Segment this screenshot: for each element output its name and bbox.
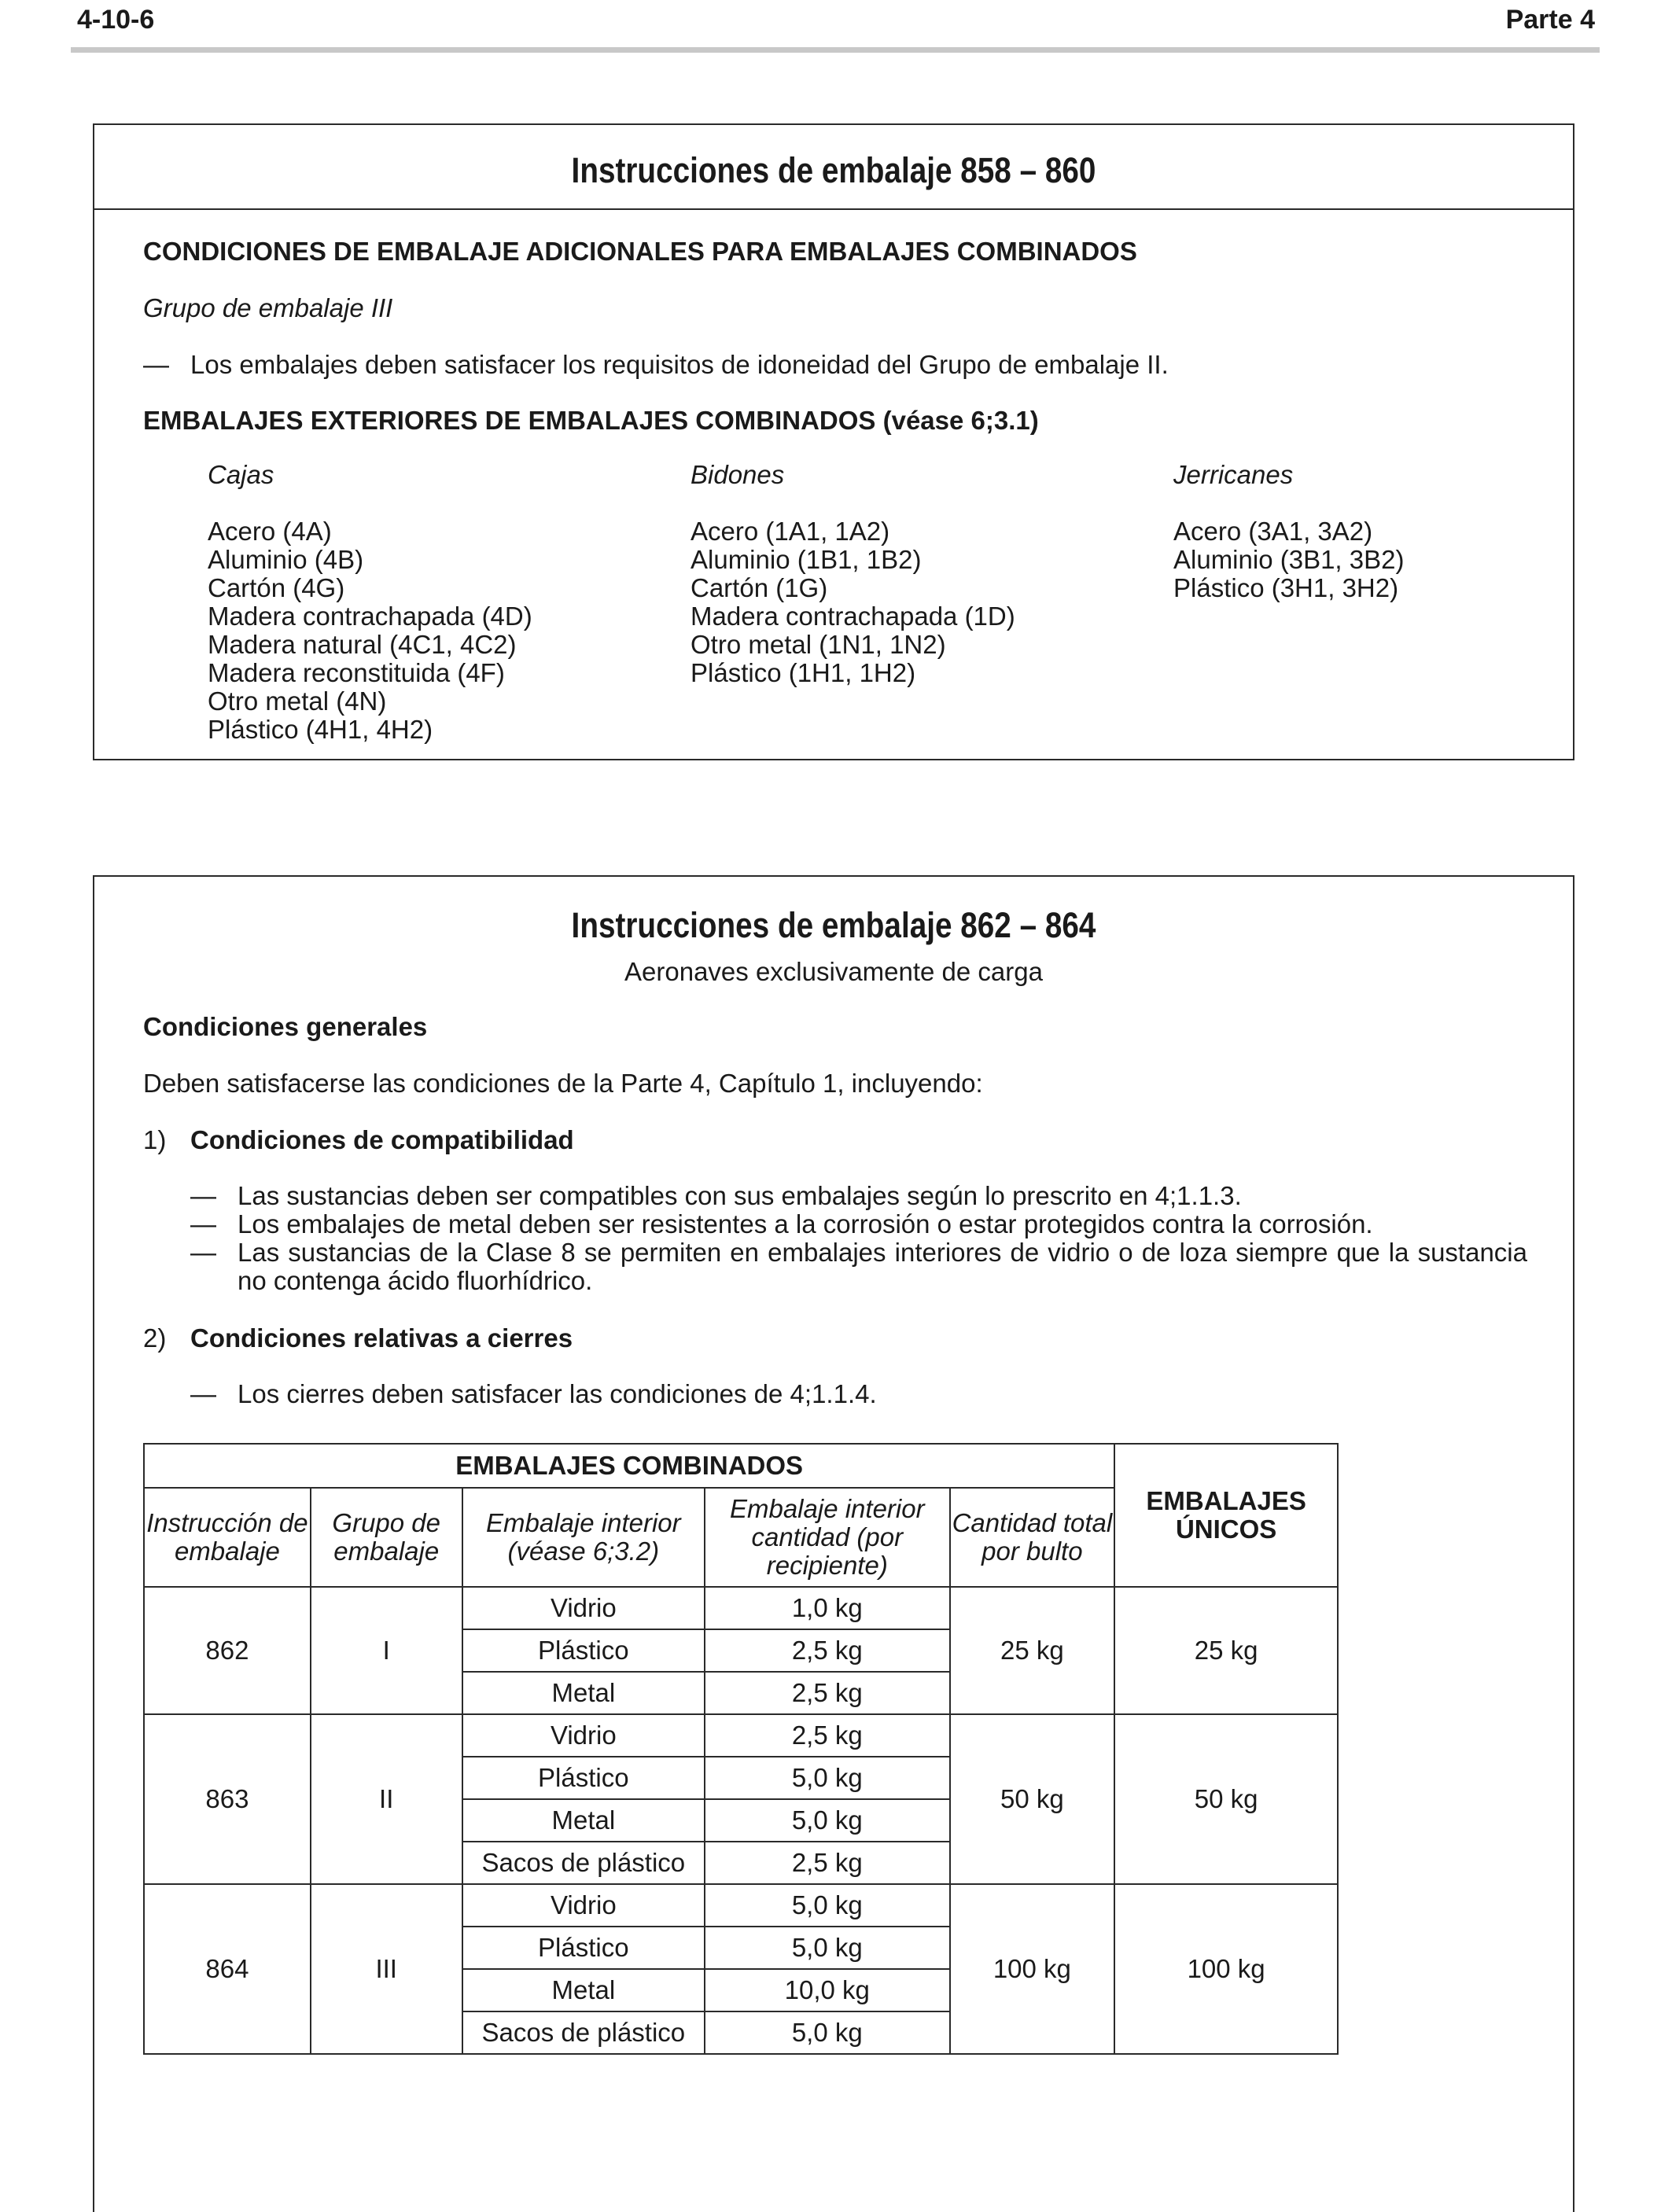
column-jerricanes — [1173, 461, 1404, 602]
packing-group-cell: II — [311, 1714, 462, 1884]
list-item: Plástico (1H1, 1H2) — [691, 658, 916, 687]
box1-packing-group: Grupo de embalaje III — [143, 293, 393, 322]
page-header — [71, 0, 1600, 52]
total-cell: 100 kg — [950, 1884, 1115, 2054]
general-conditions-text: Deben satisfacerse las condiciones de la Parte 4, Capítulo 1, incluyendo: — [143, 1069, 983, 1098]
table-row — [144, 1884, 1338, 1927]
inner-packaging-cell: Plástico — [462, 1927, 705, 1969]
single-packagings-header: EMBALAJES ÚNICOS — [1114, 1444, 1338, 1587]
single-cell: 100 kg — [1114, 1884, 1338, 2054]
dash-mark: — — [190, 1209, 216, 1238]
bullet-text: Las sustancias de la Clase 8 se permiten en embalajes interiores de vidrio o de loza siempre que la sustancia no contenga ácido fluorhídrico. — [238, 1238, 1527, 1295]
dash-mark: — — [190, 1379, 216, 1408]
dash-mark: — — [190, 1238, 216, 1267]
list-item: Aluminio (3B1, 3B2) — [1173, 545, 1405, 574]
box1-heading-outer: EMBALAJES EXTERIORES DE EMBALAJES COMBINADOS (véase 6;3.1) — [143, 406, 1039, 435]
combined-packagings-header: EMBALAJES COMBINADOS — [144, 1444, 1114, 1488]
inner-packaging-cell: Plástico — [462, 1629, 705, 1672]
list-item: Acero (3A1, 3A2) — [1173, 517, 1373, 546]
list-item: Madera contrachapada (1D) — [691, 602, 1015, 631]
column-cajas-head: Cajas — [208, 460, 274, 489]
list-item: Otro metal (1N1, 1N2) — [691, 630, 946, 659]
dash-mark: — — [190, 1181, 216, 1210]
instruction-cell: 864 — [144, 1884, 311, 2054]
list-item: Cartón (1G) — [691, 573, 828, 602]
page-number: 4-10-6 — [77, 5, 155, 35]
table-row — [144, 1714, 1338, 1757]
packing-group-cell: III — [311, 1884, 462, 2054]
list-item: Acero (4A) — [208, 517, 332, 546]
packing-instruction-862-864-box — [93, 875, 1574, 2212]
inner-packaging-cell: Vidrio — [462, 1884, 705, 1927]
box1-heading-conditions: CONDICIONES DE EMBALAJE ADICIONALES PARA EMBALAJES COMBINADOS — [143, 237, 1137, 266]
inner-packaging-cell: Metal — [462, 1799, 705, 1842]
box1-dash: — — [143, 350, 169, 379]
list-item: Aluminio (4B) — [208, 545, 364, 574]
list-item: Madera reconstituida (4F) — [208, 658, 505, 687]
list-item: Acero (1A1, 1A2) — [691, 517, 890, 546]
inner-packaging-cell: Plástico — [462, 1757, 705, 1799]
column-header: Instrucción de embalaje — [144, 1488, 311, 1587]
section-1-number: 1) — [143, 1125, 167, 1154]
column-jerricanes-head: Jerricanes — [1173, 460, 1294, 489]
bullet-text: Las sustancias deben ser compatibles con sus embalajes según lo prescrito en 4;1.1.3. — [238, 1181, 1242, 1210]
list-item: Otro metal (4N) — [208, 686, 387, 716]
packing-table — [143, 1443, 1339, 2055]
total-cell: 25 kg — [950, 1587, 1115, 1714]
list-item: Madera contrachapada (4D) — [208, 602, 532, 631]
box1-requirement: Los embalajes deben satisfacer los requisitos de idoneidad del Grupo de embalaje II. — [190, 350, 1169, 379]
column-header: Grupo de embalaje — [311, 1488, 462, 1587]
quantity-cell: 10,0 kg — [705, 1969, 949, 2011]
inner-packaging-cell: Vidrio — [462, 1587, 705, 1629]
list-item: Aluminio (1B1, 1B2) — [691, 545, 922, 574]
section-2-number: 2) — [143, 1323, 167, 1353]
packing-group-cell: I — [311, 1587, 462, 1714]
column-header: Cantidad total por bulto — [950, 1488, 1115, 1587]
box1-title: Instrucciones de embalaje 858 – 860 — [571, 150, 1096, 190]
box1-title-row — [94, 125, 1573, 210]
column-cajas — [208, 461, 532, 744]
single-cell: 25 kg — [1114, 1587, 1338, 1714]
list-item: Plástico (3H1, 3H2) — [1173, 573, 1399, 602]
quantity-cell: 5,0 kg — [705, 2011, 949, 2054]
inner-packaging-cell: Sacos de plástico — [462, 1842, 705, 1884]
column-bidones-head: Bidones — [691, 460, 785, 489]
inner-packaging-cell: Sacos de plástico — [462, 2011, 705, 2054]
quantity-cell: 5,0 kg — [705, 1799, 949, 1842]
table-row — [144, 1587, 1338, 1629]
column-header: Embalaje interior (véase 6;3.2) — [462, 1488, 705, 1587]
quantity-cell: 2,5 kg — [705, 1714, 949, 1757]
instruction-cell: 863 — [144, 1714, 311, 1884]
part-label: Parte 4 — [1505, 5, 1595, 35]
quantity-cell: 2,5 kg — [705, 1629, 949, 1672]
instruction-cell: 862 — [144, 1587, 311, 1714]
quantity-cell: 5,0 kg — [705, 1927, 949, 1969]
box2-subtitle: Aeronaves exclusivamente de carga — [624, 957, 1043, 986]
header-rule — [71, 47, 1600, 53]
packing-instruction-858-860-box — [93, 123, 1574, 760]
list-item: Cartón (4G) — [208, 573, 345, 602]
inner-packaging-cell: Metal — [462, 1969, 705, 2011]
bullet-text: Los cierres deben satisfacer las condiciones de 4;1.1.4. — [238, 1379, 877, 1408]
quantity-cell: 2,5 kg — [705, 1842, 949, 1884]
single-cell: 50 kg — [1114, 1714, 1338, 1884]
general-conditions-heading: Condiciones generales — [143, 1012, 428, 1041]
column-header: Embalaje interior cantidad (por recipiente) — [705, 1488, 949, 1587]
section-1-heading: Condiciones de compatibilidad — [190, 1125, 574, 1154]
section-2-heading: Condiciones relativas a cierres — [190, 1323, 573, 1353]
box2-title: Instrucciones de embalaje 862 – 864 — [571, 905, 1096, 945]
quantity-cell: 2,5 kg — [705, 1672, 949, 1714]
quantity-cell: 5,0 kg — [705, 1884, 949, 1927]
inner-packaging-cell: Metal — [462, 1672, 705, 1714]
inner-packaging-cell: Vidrio — [462, 1714, 705, 1757]
column-bidones — [691, 461, 1015, 687]
list-item: Madera natural (4C1, 4C2) — [208, 630, 517, 659]
quantity-cell: 1,0 kg — [705, 1587, 949, 1629]
table-header-row — [144, 1444, 1338, 1488]
bullet-text: Los embalajes de metal deben ser resistentes a la corrosión o estar protegidos contra la corrosión. — [238, 1209, 1373, 1238]
list-item: Plástico (4H1, 4H2) — [208, 715, 433, 744]
total-cell: 50 kg — [950, 1714, 1115, 1884]
quantity-cell: 5,0 kg — [705, 1757, 949, 1799]
